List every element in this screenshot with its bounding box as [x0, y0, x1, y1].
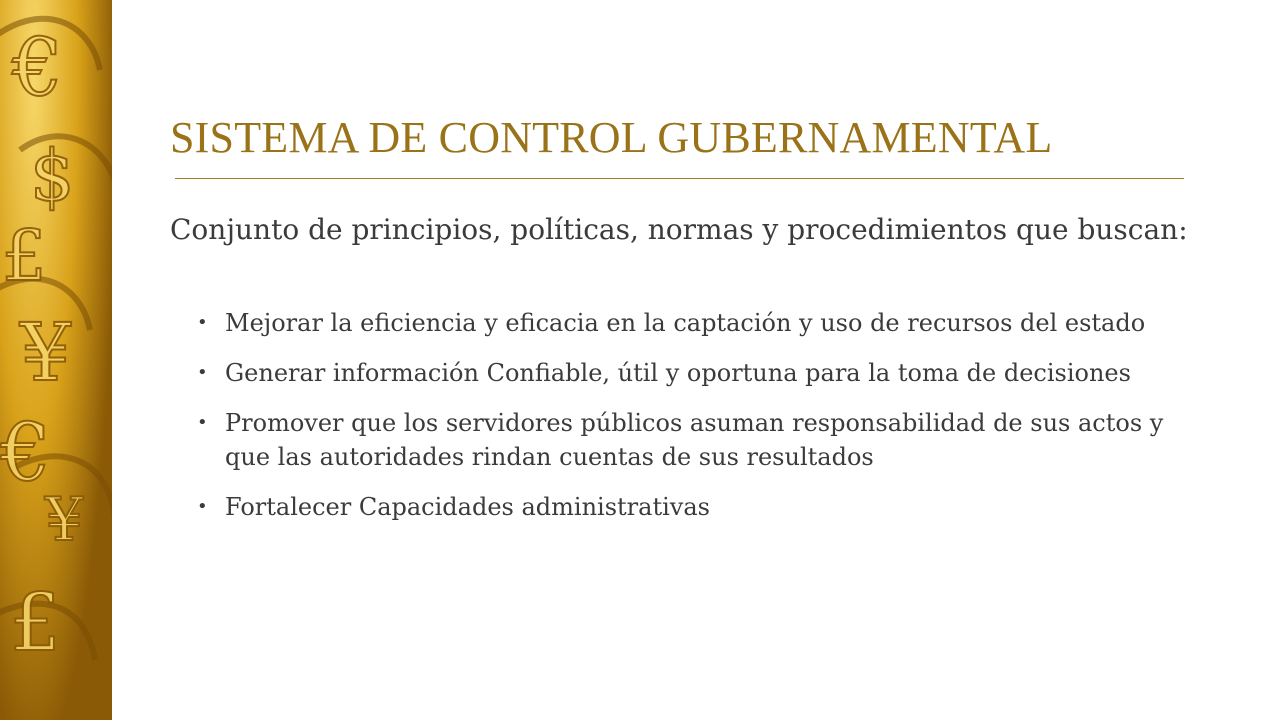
bullet-dot-icon: •: [197, 496, 208, 517]
slide-title: SISTEMA DE CONTROL GUBERNAMENTAL: [170, 113, 1053, 162]
gold-currency-image: [0, 0, 112, 720]
bullet-dot-icon: •: [197, 312, 208, 333]
svg-text:€: €: [0, 406, 51, 499]
bullet-item: [197, 356, 1187, 390]
bullet-text: Mejorar la eficiencia y eficacia en la captación y uso de recursos del estado: [225, 309, 1146, 337]
bullet-text: Generar información Confiable, útil y oportuna para la toma de decisiones: [225, 359, 1131, 387]
title-divider: [175, 178, 1184, 179]
bullet-item: [197, 306, 1187, 340]
bullet-list: [197, 306, 1187, 540]
svg-text:¥: ¥: [20, 306, 71, 399]
intro-text: Conjunto de principios, políticas, normas y procedimientos que buscan:: [170, 213, 1188, 246]
bullet-dot-icon: •: [197, 362, 208, 383]
bullet-text: Promover que los servidores públicos asuman responsabilidad de sus actos y que las autoridades rindan cuentas de sus resultados: [225, 409, 1164, 471]
currency-symbols-icon: [0, 0, 112, 720]
svg-text:€: €: [12, 21, 63, 114]
bullet-text: Fortalecer Capacidades administrativas: [225, 493, 710, 521]
svg-text:¥: ¥: [45, 485, 84, 555]
svg-text:£: £: [2, 215, 47, 297]
bullet-item: [197, 406, 1187, 474]
bullet-dot-icon: •: [197, 412, 208, 433]
svg-text:£: £: [10, 576, 61, 669]
svg-text:$: $: [30, 135, 75, 217]
bullet-item: [197, 490, 1187, 524]
